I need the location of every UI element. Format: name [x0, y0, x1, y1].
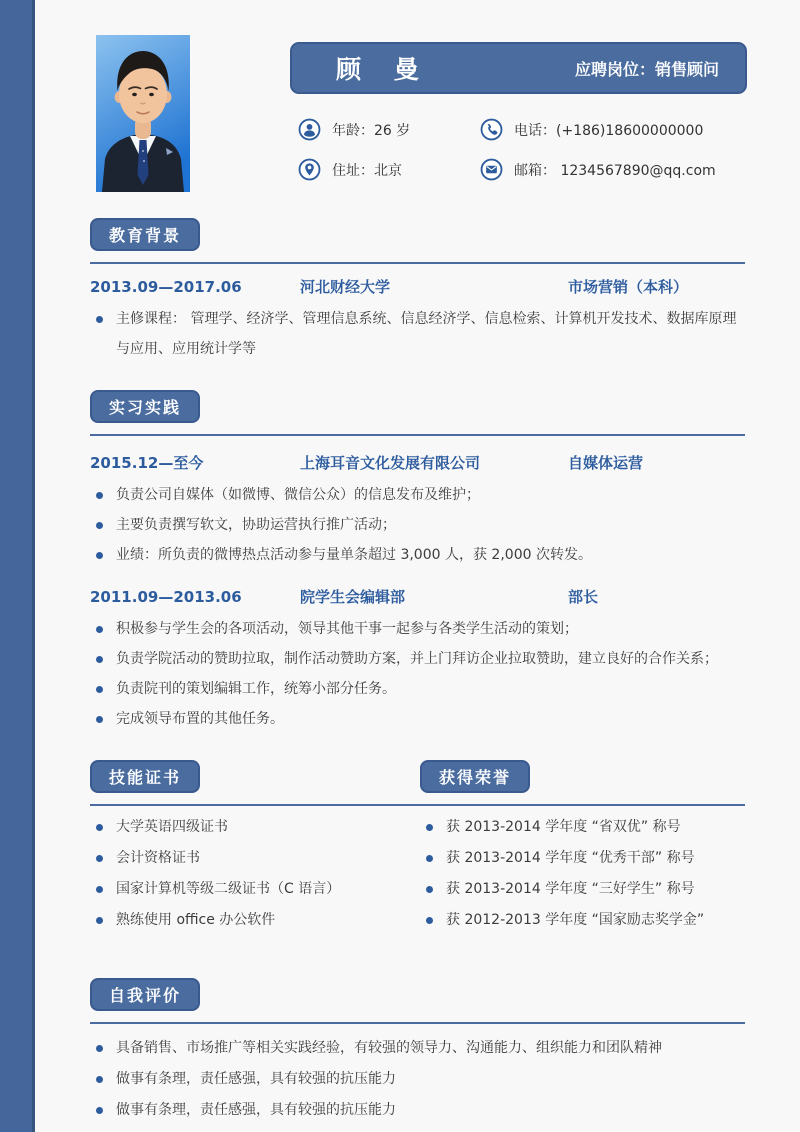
list-item: 做事有条理，责任感强，具有较强的抗压能力 [90, 1064, 745, 1095]
experience-period: 2011.09—2013.06 [90, 588, 242, 606]
list-item: 获 2012-2013 学年度 “国家励志奖学金” [420, 905, 745, 936]
section-title-skills: 技能证书 [90, 760, 200, 793]
header-right [290, 42, 747, 181]
section-title-self-evaluation: 自我评价 [90, 978, 200, 1011]
contact-address [298, 158, 480, 181]
section-title-experience: 实习实践 [90, 390, 200, 423]
id-photo [96, 35, 190, 192]
target-position: 应聘岗位：销售顾问 [574, 59, 719, 79]
email-text: 邮箱： 1234567890@qq.com [514, 162, 716, 179]
experience-org: 上海耳音文化发展有限公司 [300, 454, 481, 472]
education-bullets [90, 304, 745, 364]
contact-email [480, 158, 747, 181]
resume-header [90, 0, 745, 192]
list-item: 主要负责撰写软文，协助运营执行推广活动； [90, 510, 745, 540]
experience-entry-header [90, 452, 745, 474]
mail-icon [480, 158, 503, 181]
experience-role: 部长 [568, 588, 599, 606]
name-banner [290, 42, 747, 94]
contact-age [298, 118, 480, 141]
section-divider [90, 262, 745, 264]
skills-list [90, 812, 420, 936]
contact-info [290, 118, 747, 181]
list-item: 负责院刊的策划编辑工作，统筹小部分任务。 [90, 674, 745, 704]
candidate-name: 顾 曼 [336, 55, 431, 84]
experience-role: 自媒体运营 [568, 454, 644, 472]
section-education [90, 218, 745, 364]
list-item: 负责学院活动的赞助拉取，制作活动赞助方案，并上门拜访企业拉取赞助，建立良好的合作关系； [90, 644, 745, 674]
phone-icon [480, 118, 503, 141]
list-item: 业绩：所负责的微博热点活动参与量单条超过 3,000 人，获 2,000 次转发。 [90, 540, 745, 570]
phone-text: 电话：(+186)18600000000 [514, 122, 704, 139]
section-title-honors: 获得荣誉 [420, 760, 530, 793]
person-icon [298, 118, 321, 141]
section-self-evaluation [90, 978, 745, 1126]
list-item: 会计资格证书 [90, 843, 420, 874]
list-item: 主修课程： 管理学、经济学、管理信息系统、信息经济学、信息检索、计算机开发技术、数据库原理与应用、应用统计学等 [90, 304, 745, 364]
education-period: 2013.09—2017.06 [90, 278, 242, 296]
honors-list [420, 812, 745, 936]
address-text: 住址：北京 [332, 162, 402, 179]
list-item: 大学英语四级证书 [90, 812, 420, 843]
left-accent-bar [0, 0, 35, 1132]
section-divider [90, 1022, 745, 1024]
experience-period: 2015.12—至今 [90, 454, 204, 472]
location-icon [298, 158, 321, 181]
list-item: 做事有条理，责任感强，具有较强的抗压能力 [90, 1095, 745, 1126]
list-item: 获 2013-2014 学年度 “优秀干部” 称号 [420, 843, 745, 874]
age-text: 年龄：26 岁 [332, 122, 411, 139]
contact-phone [480, 118, 747, 141]
list-item: 积极参与学生会的各项活动，领导其他干事一起参与各类学生活动的策划； [90, 614, 745, 644]
resume-page [90, 0, 745, 1126]
skills-honors-tags [90, 760, 745, 793]
section-divider [90, 434, 745, 436]
list-item: 获 2013-2014 学年度 “省双优” 称号 [420, 812, 745, 843]
self-evaluation-list [90, 1033, 745, 1126]
experience-entry-header [90, 586, 745, 608]
list-item: 熟练使用 office 办公软件 [90, 905, 420, 936]
section-skills-honors [90, 760, 745, 936]
list-item: 负责公司自媒体（如微博、微信公众）的信息发布及维护； [90, 480, 745, 510]
skills-honors-lists [90, 806, 745, 936]
list-item: 获 2013-2014 学年度 “三好学生” 称号 [420, 874, 745, 905]
education-entry-header [90, 276, 745, 298]
experience-org: 院学生会编辑部 [300, 588, 406, 606]
section-title-education: 教育背景 [90, 218, 200, 251]
experience-bullets [90, 480, 745, 570]
list-item: 国家计算机等级二级证书（C 语言） [90, 874, 420, 905]
list-item: 具备销售、市场推广等相关实践经验，有较强的领导力、沟通能力、组织能力和团队精神 [90, 1033, 745, 1064]
experience-bullets [90, 614, 745, 734]
section-experience [90, 390, 745, 734]
list-item: 完成领导布置的其他任务。 [90, 704, 745, 734]
education-major: 市场营销（本科） [568, 278, 689, 296]
education-school: 河北财经大学 [300, 278, 391, 296]
